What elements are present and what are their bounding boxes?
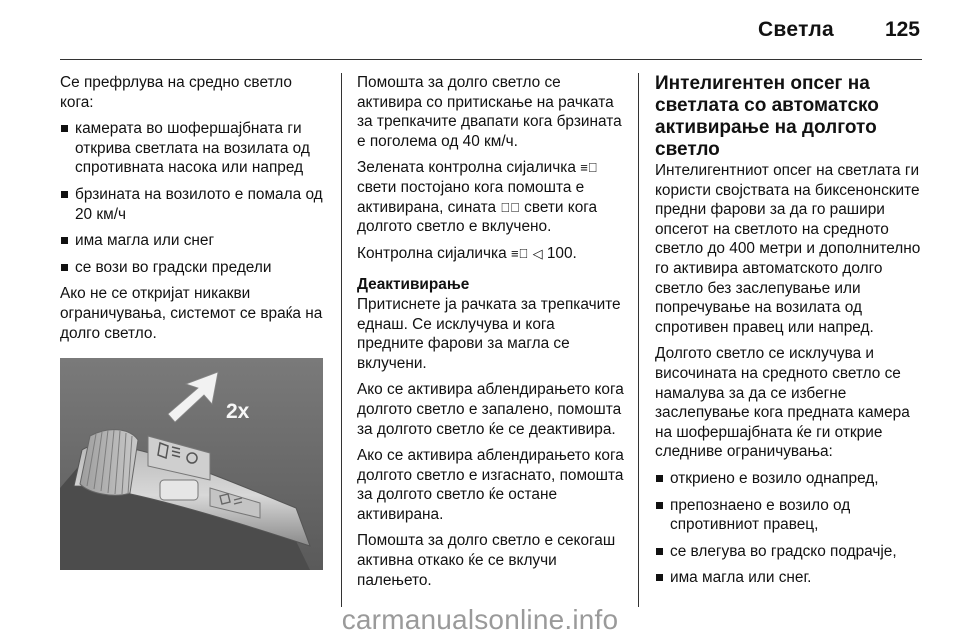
section-heading: Интелигентен опсег на светлата со автоматско активирање на долгото светло — [655, 73, 879, 160]
column-divider-2 — [638, 73, 639, 607]
list-item: откриено е возило однапред, — [655, 469, 923, 489]
high-beam-assist-icon: ≡⃝ — [580, 160, 598, 176]
column-divider-1 — [341, 73, 342, 607]
switch-off-text: Долгото светло се исклучува и височината на средното светло се намалува за да се избегне заслепување кога предната камера на шофершајбната ќе ги открие следниве ограничувања: — [655, 345, 910, 461]
page-reference-icon: ◁ — [532, 245, 543, 261]
always-active-text: Помошта за долго светло е секогаш активна откако ќе се вклучи палењето. — [357, 532, 616, 589]
deactivation-heading: Деактивирање — [357, 276, 470, 294]
dimming-off-text: Ако се активира аблендирањето кога долгото светло е изгаснато, помошта за долгото светло ќе остане активирана. — [357, 447, 624, 523]
intelligent-range-text: Интелигентниот опсег на светлата ги користи својствата на биксенонските предни фарови за да го рашири опсегот на светлото на средното светло до 400 метри и дополнително го активира автоматското долго светло без заслепување или попречување на возилата од спротивен правец или напред. — [655, 162, 921, 336]
list-item: брзината на возилото е помала од 20 км/ч — [60, 185, 325, 224]
watermark: carmanualsonline.info — [341, 604, 619, 635]
page-number: 125 — [884, 18, 920, 41]
list-item: има магла или снег — [60, 231, 325, 251]
high-beam-icon: ≣⃝ — [500, 199, 520, 215]
list-item: препознаено е возило од спротивниот правец, — [655, 496, 923, 535]
deactivation-text: Притиснете ја рачката за трепкачите еднаш. Се исклучува и кога предните фарови за магла се вклучени. — [357, 295, 621, 372]
page-header — [60, 0, 922, 60]
conditions-list — [60, 119, 325, 277]
indicator-text: Зелената контролна сијаличка ≡⃝ свети постојано кога помошта е активирана, сината ≣⃝ свети кога долгото светло е вклучено. — [357, 159, 598, 236]
stalk-illustration — [60, 358, 323, 570]
high-beam-assist-icon: ≡⃝ — [510, 245, 529, 261]
column-2 — [357, 73, 625, 597]
list-item: камерата во шофершајбната ги открива светлата на возилата од спротивната насока или напред — [60, 119, 325, 178]
intro-text: Се префрлува на средно светло кога: — [60, 74, 292, 111]
indicator-ref-text: Контролна сијаличка ≡⃝ ◁ 100. — [357, 244, 577, 262]
column-1 — [60, 73, 325, 384]
return-text: Ако не се откријат никакви ограничувања, системот се враќа на долго светло. — [60, 285, 323, 342]
list-item: се вози во градски предели — [60, 258, 325, 278]
dimming-on-text: Ако се активира аблендирањето кога долгото светло е запалено, помошта за долгото светло ќе се деактивира. — [357, 381, 624, 438]
restrictions-list — [655, 469, 923, 588]
activation-text: Помошта за долго светло се активира со притискање на рачката за трепкачите двапати кога брзината е поголема од 40 км/ч. — [357, 74, 622, 150]
column-3 — [655, 73, 923, 595]
list-item: има магла или снег. — [655, 568, 923, 588]
press-count-label: 2x — [226, 400, 250, 423]
list-item: се влегува во градско подрачје, — [655, 542, 923, 562]
page-title: Светла — [757, 18, 834, 41]
